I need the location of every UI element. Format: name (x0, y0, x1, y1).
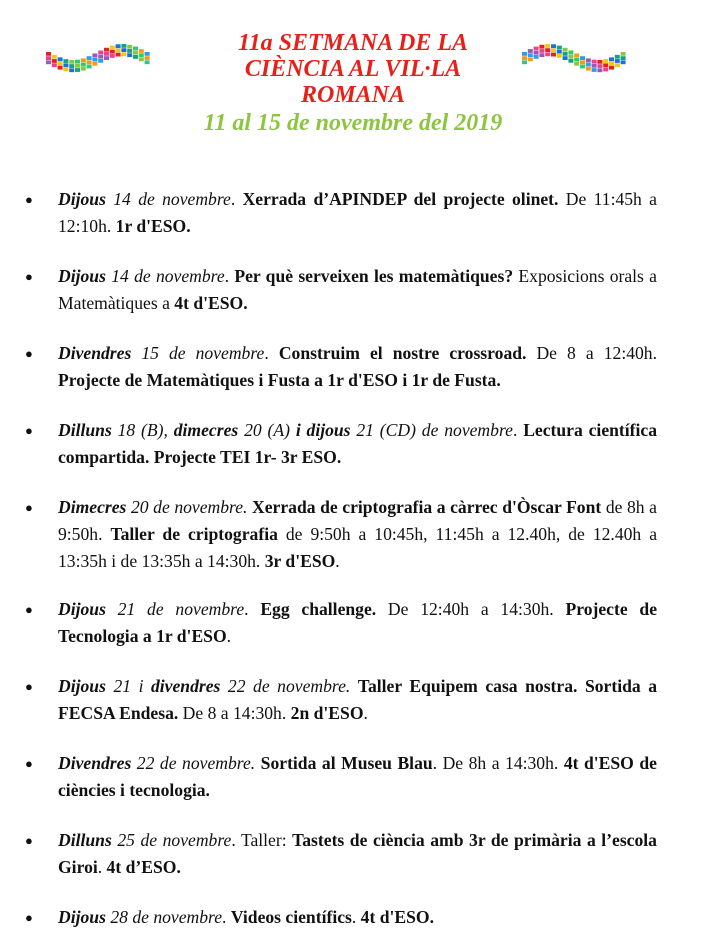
event-text (58, 596, 657, 650)
event-text-segment: Construim el nostre crossroad. (278, 343, 527, 363)
event-text-segment: . (226, 626, 232, 646)
event-text-segment: De 12:40h a 14:30h. (376, 599, 566, 619)
event-text-segment: . (222, 907, 231, 927)
event-text (58, 340, 657, 394)
event-text-segment: 15 de novembre (131, 343, 265, 363)
banner-block (52, 59, 57, 63)
event-text-segment: 20 de novembre. (126, 497, 248, 517)
bullet-icon: ● (25, 269, 33, 284)
banner-block (104, 56, 109, 60)
banner-block (545, 44, 550, 48)
title-line-1: 11a SETMANA DE LA (237, 30, 469, 56)
banner-block (92, 53, 97, 57)
event-text-segment: i dijous (295, 420, 351, 440)
banner-block (522, 52, 527, 56)
event-text-segment: . Taller: (231, 830, 293, 850)
bullet-icon: ● (25, 346, 33, 361)
colorful-banner-left-decoration (44, 44, 152, 78)
banner-block (586, 58, 591, 62)
event-item (25, 904, 657, 931)
event-text-segment: dimecres (173, 420, 239, 440)
banner-block (121, 48, 126, 52)
banner-block (110, 54, 115, 58)
banner-block (574, 62, 579, 66)
event-item (25, 596, 658, 650)
banner-block (145, 52, 150, 56)
banner-block (539, 45, 544, 49)
banner-block (545, 52, 550, 56)
event-text-segment: 1r d'ESO. (115, 216, 191, 236)
banner-block (545, 48, 550, 52)
banner-block (69, 68, 74, 72)
bullet-icon: ● (25, 756, 33, 771)
event-text-segment: 3r d'ESO (264, 551, 336, 571)
event-text-segment: Dijous (58, 266, 106, 286)
banner-block (98, 55, 103, 59)
event-item (25, 673, 657, 727)
banner-block (586, 63, 591, 67)
event-text-segment: 25 de novembre (111, 830, 232, 850)
event-text (58, 827, 657, 881)
event-text (58, 673, 657, 727)
event-text-segment: De 8 a 14:30h. (178, 703, 291, 723)
banner-block (121, 52, 126, 56)
banner-block (592, 64, 597, 68)
banner-block (557, 50, 562, 54)
banner-block (551, 44, 556, 48)
event-text (58, 186, 657, 240)
banner-block (98, 51, 103, 55)
banner-block (603, 68, 608, 72)
banner-block (615, 59, 620, 63)
banner-block (522, 60, 527, 64)
banner-block (110, 50, 115, 54)
bullet-icon: ● (25, 192, 33, 207)
banner-block (597, 60, 602, 64)
event-text-segment: Xerrada de criptografia a càrrec d'Òscar Font (252, 497, 602, 517)
event-text-segment: Dijous (58, 907, 106, 927)
event-text (58, 750, 657, 804)
banner-block (528, 58, 533, 62)
banner-block (563, 48, 568, 52)
event-text-segment: . De 8h a 14:30h. (432, 753, 564, 773)
banner-block (522, 56, 527, 60)
banner-block (621, 52, 626, 56)
banner-block (574, 53, 579, 57)
banner-block (609, 62, 614, 66)
banner-block (597, 68, 602, 72)
event-text (58, 263, 657, 317)
banner-block (52, 63, 57, 67)
bullet-icon: ● (25, 910, 33, 925)
event-item (25, 186, 657, 240)
bullet-icon: ● (25, 833, 33, 848)
banner-block (615, 63, 620, 67)
banner-block (568, 59, 573, 63)
event-text-segment: 4t d'ESO. (174, 293, 248, 313)
event-text-segment: 22 de novembre. (131, 753, 256, 773)
banner-block (133, 55, 138, 59)
banner-block (87, 60, 92, 64)
banner-block (52, 55, 57, 59)
banner-block (603, 63, 608, 67)
banner-block (534, 47, 539, 51)
event-text-segment: Dilluns (58, 420, 112, 440)
event-text-segment: Divendres (58, 343, 132, 363)
event-text-segment: Exposicions orals a Matemàtiques a (58, 266, 657, 313)
event-item (25, 340, 657, 394)
banner-block (563, 56, 568, 60)
event-text-segment: 22 de novembre. (220, 676, 351, 696)
banner-block (98, 59, 103, 63)
event-text (58, 494, 657, 575)
banner-block (580, 56, 585, 60)
event-item (25, 827, 657, 881)
bullet-icon: ● (25, 602, 33, 617)
banner-block (87, 65, 92, 69)
event-text-segment: Per què serveixen les matemàtiques? (234, 266, 514, 286)
event-text-segment: 20 (A) (238, 420, 296, 440)
event-text-segment: 2n d'ESO (290, 703, 364, 723)
bullet-icon: ● (25, 679, 33, 694)
event-text-segment: Sortida al Museu Blau (260, 753, 433, 773)
banner-block (621, 60, 626, 64)
banner-block (145, 60, 150, 64)
banner-block (63, 63, 68, 67)
banner-block (574, 58, 579, 62)
banner-block (87, 56, 92, 60)
banner-block (580, 60, 585, 64)
banner-block (539, 49, 544, 53)
event-text-segment: Divendres (58, 753, 132, 773)
banner-block (139, 53, 144, 57)
banner-block (568, 51, 573, 55)
banner-block (69, 64, 74, 68)
event-text-segment: . (224, 266, 235, 286)
banner-block (58, 62, 63, 66)
banner-block (139, 58, 144, 62)
banner-block (127, 49, 132, 53)
banner-block (75, 60, 80, 64)
title-line-2: CIÈNCIA AL VIL·LA (244, 56, 462, 82)
event-text-segment: Lectura científica compartida. Projecte TEI 1r- 3r ESO. (58, 420, 658, 467)
event-text-segment: . (244, 599, 261, 619)
colorful-banner-right-decoration (520, 44, 628, 78)
event-item (25, 417, 658, 471)
banner-block (69, 60, 74, 64)
banner-block (46, 52, 51, 56)
event-text (58, 904, 657, 931)
banner-block (104, 48, 109, 52)
banner-block (63, 68, 68, 72)
banner-block (46, 56, 51, 60)
banner-block (528, 53, 533, 57)
banner-block (127, 53, 132, 57)
banner-block (586, 67, 591, 71)
banner-block (551, 49, 556, 53)
event-text-segment: de 9:50h a 10:45h, 11:45h a 12.40h, de 12.40h a 13:35h i de 13:35h a 14:30h. (58, 524, 658, 571)
banner-block (145, 56, 150, 60)
banner-block (551, 53, 556, 57)
banner-block (81, 58, 86, 62)
bullet-icon: ● (25, 423, 33, 438)
banner-block (563, 52, 568, 56)
banner-block (116, 49, 121, 53)
event-text-segment: 4t d'ESO de ciències i tecnologia. (58, 753, 657, 800)
banner-block (592, 60, 597, 64)
banner-block (534, 51, 539, 55)
banner-block (81, 67, 86, 71)
bullet-icon: ● (25, 500, 33, 515)
event-text-segment: . (230, 189, 243, 209)
banner-block (81, 63, 86, 67)
event-text-segment: Xerrada d’APINDEP del projecte olinet. (242, 189, 559, 209)
event-text-segment: De 8 a 12:40h. (526, 343, 657, 363)
banner-block (116, 53, 121, 57)
banner-block (534, 55, 539, 59)
event-text-segment: . (351, 907, 361, 927)
banner-block (58, 57, 63, 61)
event-text-segment: Dijous (58, 676, 106, 696)
banner-block (110, 46, 115, 50)
banner-block (63, 59, 68, 63)
event-text-segment: de 8h a 9:50h. (58, 497, 657, 544)
event-item (25, 494, 658, 575)
banner-block (557, 54, 562, 58)
event-text-segment: Projecte de Matemàtiques i Fusta a 1r d'ESO i 1r de Fusta. (58, 370, 501, 390)
title-block (180, 30, 526, 137)
event-text-segment (350, 676, 358, 696)
banner-block (592, 68, 597, 72)
banner-block (528, 49, 533, 53)
event-text-segment: 4t d’ESO. (106, 857, 181, 877)
banner-block (58, 66, 63, 70)
banner-block (621, 56, 626, 60)
banner-block (580, 65, 585, 69)
event-text-segment: 28 de novembre (105, 907, 223, 927)
event-item (25, 750, 657, 804)
event-text-segment: . (363, 703, 368, 723)
banner-block (92, 58, 97, 62)
banner-block (539, 53, 544, 57)
event-text-segment: 4t d'ESO. (360, 907, 435, 927)
event-text-segment: . (512, 420, 524, 440)
event-text-segment: Egg challenge. (260, 599, 377, 619)
event-text-segment: . (264, 343, 279, 363)
banner-block (609, 66, 614, 70)
banner-block (568, 55, 573, 59)
event-text-segment: De 11:45h a 12:10h. (58, 189, 657, 236)
event-text-segment: divendres (151, 676, 221, 696)
banner-block (116, 44, 121, 48)
event-item (25, 263, 657, 317)
event-text-segment: 21 i (105, 676, 151, 696)
event-text-segment: 14 de novembre (105, 266, 225, 286)
banner-block (121, 44, 126, 48)
date-range-subtitle: 11 al 15 de novembre del 2019 (203, 110, 503, 136)
banner-block (75, 68, 80, 72)
banner-block (609, 57, 614, 61)
banner-block (139, 49, 144, 53)
event-text-segment: Dilluns (58, 830, 112, 850)
event-text-segment: . (335, 551, 340, 571)
banner-block (597, 64, 602, 68)
banner-block (92, 62, 97, 66)
event-text-segment: 14 de novembre (105, 189, 231, 209)
event-text-segment: Dimecres (58, 497, 127, 517)
banner-block (46, 60, 51, 64)
event-text-segment: Taller de criptografia (110, 524, 278, 544)
event-text-segment: Dijous (58, 189, 106, 209)
event-text-segment: 18 (B), (111, 420, 174, 440)
event-text-segment: 21 (CD) de novembre (350, 420, 513, 440)
banner-block (615, 55, 620, 59)
event-text-segment: Projecte de Tecnologia a 1r d'ESO (58, 599, 658, 646)
banner-block (557, 46, 562, 50)
event-text-segment: Taller Equipem casa nostra. Sortida a FECSA Endesa. (58, 676, 657, 723)
title-line-3: ROMANA (300, 82, 406, 108)
banner-block (133, 47, 138, 51)
event-text-segment: . (97, 857, 107, 877)
banner-block (133, 51, 138, 55)
event-text (58, 417, 657, 471)
event-text-segment: 21 de novembre (105, 599, 245, 619)
banner-block (75, 64, 80, 68)
event-text-segment: Tastets de ciència amb 3r de primària a l’escola Giroi (58, 830, 657, 877)
banner-block (104, 52, 109, 56)
event-text-segment: Videos científics (230, 907, 352, 927)
banner-block (603, 59, 608, 63)
banner-block (127, 45, 132, 49)
event-text-segment: Dijous (58, 599, 106, 619)
